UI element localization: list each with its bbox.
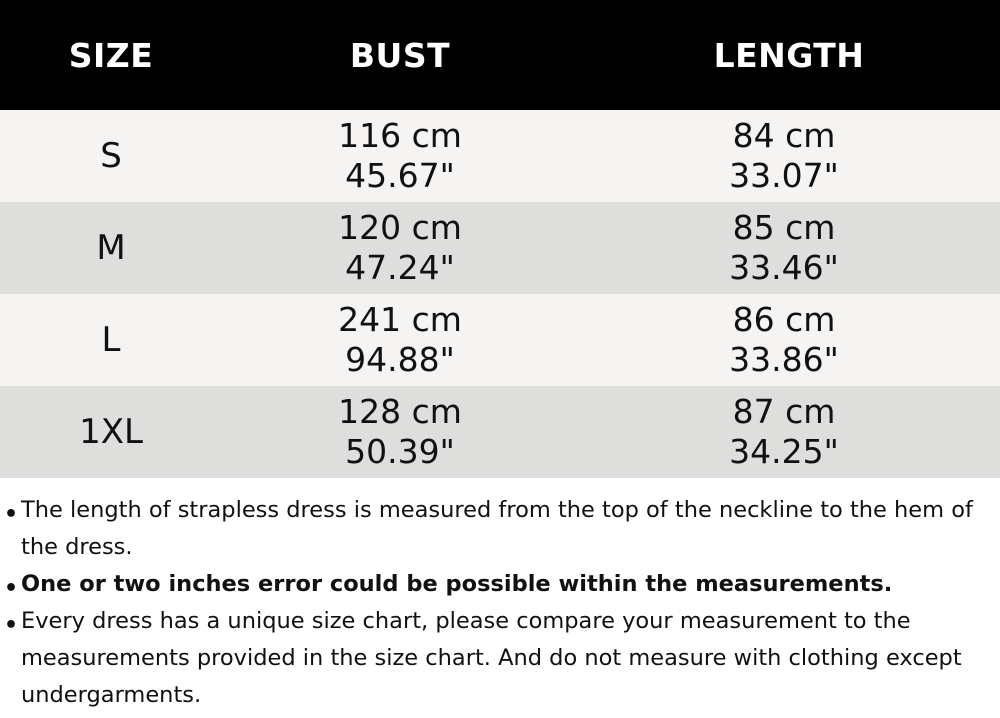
note-text: One or two inches error could be possible within the measurements. <box>21 571 893 597</box>
length-cm: 87 cm <box>732 392 836 431</box>
length-cell <box>578 208 1000 288</box>
size-cell: 1XL <box>79 412 143 452</box>
size-cell: L <box>101 320 121 360</box>
length-cell <box>578 392 1000 472</box>
table-row <box>0 294 1000 386</box>
length-inches: 33.46" <box>729 248 839 287</box>
length-cm: 86 cm <box>732 300 836 339</box>
length-cell <box>578 116 1000 196</box>
bust-cell <box>222 116 578 196</box>
length-cm: 84 cm <box>732 116 836 155</box>
header-length: LENGTH <box>713 35 865 75</box>
bust-cm: 120 cm <box>338 208 462 247</box>
bullet-icon: • <box>4 576 19 601</box>
size-cell: M <box>96 228 126 268</box>
note-item <box>4 566 1000 603</box>
size-cell: S <box>100 136 122 176</box>
bust-inches: 47.24" <box>345 248 455 287</box>
bullet-icon: • <box>4 502 19 527</box>
table-row <box>0 386 1000 478</box>
length-inches: 33.07" <box>729 156 839 195</box>
bullet-icon: • <box>4 613 19 638</box>
header-bust: BUST <box>349 35 451 75</box>
length-inches: 34.25" <box>729 432 839 471</box>
bust-cell <box>222 208 578 288</box>
note-item <box>4 492 1000 566</box>
bust-cm: 116 cm <box>338 116 462 155</box>
note-item <box>4 603 1000 714</box>
note-text: Every dress has a unique size chart, please compare your measurement to the measurements provided in the size chart. And do not measure with clothing except undergarments. <box>21 608 962 708</box>
measurement-notes <box>0 478 1000 714</box>
length-cell <box>578 300 1000 380</box>
table-row <box>0 110 1000 202</box>
bust-cell <box>222 392 578 472</box>
bust-inches: 45.67" <box>345 156 455 195</box>
table-header-row <box>0 0 1000 110</box>
length-cm: 85 cm <box>732 208 836 247</box>
bust-cm: 241 cm <box>338 300 462 339</box>
bust-cell <box>222 300 578 380</box>
bust-inches: 94.88" <box>345 340 455 379</box>
table-row <box>0 202 1000 294</box>
bust-inches: 50.39" <box>345 432 455 471</box>
header-size: SIZE <box>68 35 154 75</box>
bust-cm: 128 cm <box>338 392 462 431</box>
length-inches: 33.86" <box>729 340 839 379</box>
note-text: The length of strapless dress is measured from the top of the neckline to the hem of the dress. <box>21 497 973 560</box>
